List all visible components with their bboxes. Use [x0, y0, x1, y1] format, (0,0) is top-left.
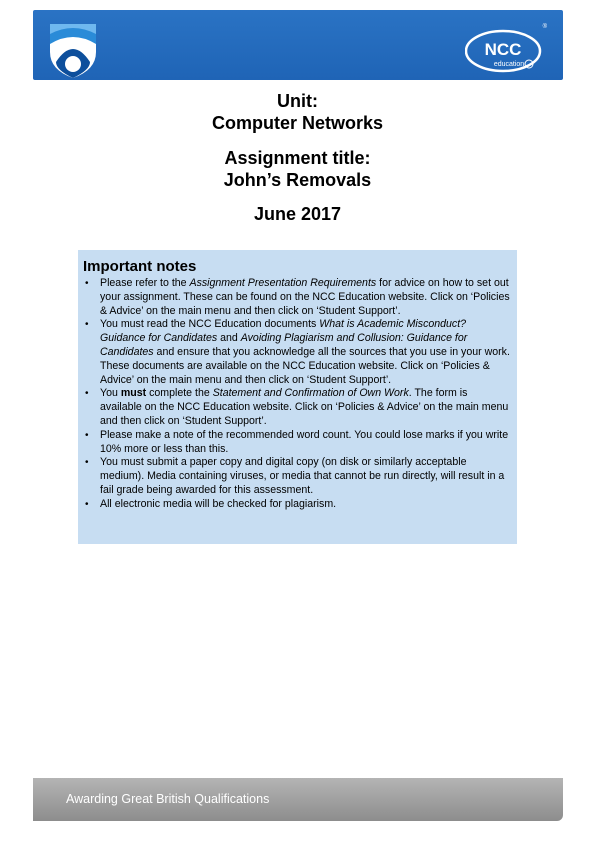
note-text: You	[100, 387, 121, 400]
note-text: Assignment Presentation Requirements	[189, 277, 377, 289]
note-text: and ensure that you acknowledge all the sources that you use in your work. These documents are available on the NCC Education website. Click on ‘Policies & Advice’ on the main menu and then click on ‘Student Support’.	[100, 345, 510, 386]
note-text: Please refer to the	[100, 277, 190, 289]
note-item	[78, 456, 517, 497]
note-text: must	[120, 387, 147, 400]
note-text: for advice on how to set out your assignment. These can be found on the NCC Education website. Click on ‘Policies & Advice’ on the main menu and then click on ‘Student Support’.	[100, 277, 510, 317]
note-text: complete the	[146, 387, 213, 400]
footer-banner	[33, 778, 563, 821]
note-text: and	[217, 332, 241, 345]
note-text: What is Academic Misconduct? Guidance for Candidates	[100, 318, 467, 345]
assignment-date: June 2017	[253, 204, 342, 224]
notes-list	[78, 277, 517, 512]
note-item	[78, 387, 517, 428]
note-item	[78, 498, 517, 512]
header-banner	[33, 10, 563, 80]
ncc-education-logo	[465, 26, 543, 76]
registered-mark: ®	[542, 24, 547, 30]
assignment-name: John’s Removals	[223, 170, 372, 190]
svg-text:NCC: NCC	[484, 40, 522, 59]
note-item	[78, 277, 517, 318]
title-block	[0, 90, 595, 225]
unit-name: Computer Networks	[211, 113, 384, 133]
assignment-label: Assignment title:	[224, 148, 371, 168]
note-text: You must read the NCC Education documents	[100, 318, 320, 331]
footer-tagline: Awarding Great British Qualifications	[66, 792, 270, 806]
note-text: Please make a note of the recommended word count. You could lose marks if you write 10% more or less than this.	[100, 428, 509, 455]
unit-label: Unit:	[277, 91, 318, 111]
note-text: . The form is available on the NCC Education website. Click on ‘Policies & Advice’ on the main menu and then click on ‘Student Support’.	[100, 387, 509, 427]
note-text: Statement and Confirmation of Own Work	[212, 387, 409, 400]
note-text: Avoiding Plagiarism and Collusion: Guidance for Candidates	[100, 332, 468, 358]
shield-crest-icon	[48, 22, 98, 80]
important-notes-box	[78, 250, 517, 544]
note-text: You must submit a paper copy and digital copy (on disk or similarly acceptable medium). Media containing viruses, or media that cannot be run directly, will result in a fail grade being awarded for this assessment.	[100, 456, 505, 496]
note-item	[78, 429, 517, 457]
notes-heading: Important notes	[83, 258, 197, 275]
note-item	[78, 318, 517, 387]
note-text: All electronic media will be checked for plagiarism.	[100, 497, 337, 510]
svg-text:education: education	[493, 61, 525, 68]
